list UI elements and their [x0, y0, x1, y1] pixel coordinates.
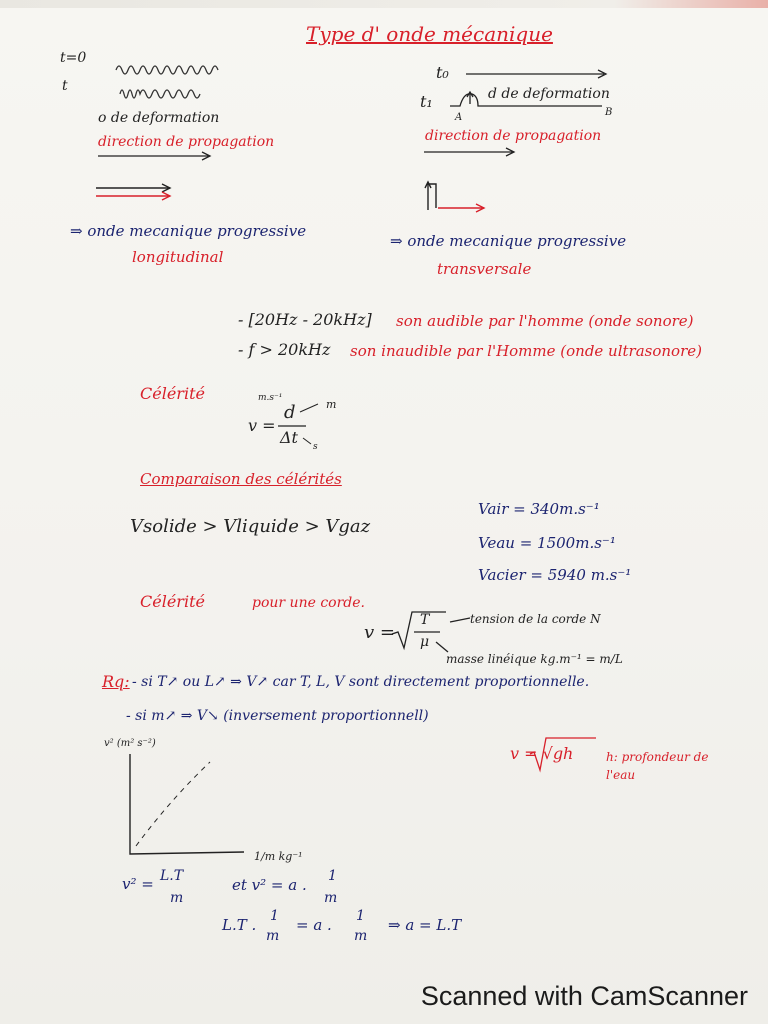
deriv-eq1-left: v² = [122, 875, 154, 893]
deriv-eq2-den: m [266, 928, 280, 944]
left-t0-label: t=0 [60, 50, 87, 66]
rq-line2: - si m↗ ⇒ V↘ (inversement proportionnell) [126, 708, 429, 724]
right-conclusion: ⇒ onde mecanique progressive [390, 232, 627, 250]
corde-T: T [420, 612, 430, 628]
celerite-unit-s: s [313, 442, 318, 452]
freq-line1-range: - [20Hz - 20kHz] [238, 310, 372, 329]
deriv-eq1-mid: et v² = a . [232, 876, 307, 894]
corde-heading: Célérité [140, 592, 205, 611]
tension-note: tension de la corde N [470, 612, 601, 626]
right-direction-label: direction de propagation [425, 128, 602, 144]
comparaison-order: Vsolide > Vliquide > Vgaz [130, 516, 371, 537]
right-perturbation [425, 182, 484, 212]
corde-v: v = [364, 622, 395, 643]
right-b-label: B [605, 107, 613, 118]
spring-t0 [116, 66, 218, 74]
celerite-d: d [284, 402, 296, 423]
deriv-eq1-num: L.T [160, 868, 184, 884]
left-t1-label: t [62, 78, 68, 94]
right-a-label: A [455, 112, 463, 123]
page-top-edge [0, 0, 768, 8]
freq-line2-range: - f > 20kHz [238, 340, 331, 359]
rq-line1: - si T↗ ou L↗ ⇒ V↗ car T, L, V sont directement proportionnelle. [132, 674, 590, 690]
page-title: Type d' onde mécanique [306, 22, 553, 46]
right-t0-label: t₀ [436, 63, 449, 82]
camscanner-watermark: Scanned with CamScanner [420, 981, 748, 1011]
left-direction-arrow [98, 152, 210, 160]
graph-xlabel: 1/m kg⁻¹ [254, 850, 303, 863]
shallow-note: h: profondeur de l'eau [606, 750, 709, 782]
celerite-v: v = [248, 416, 276, 435]
freq-line2-desc: son inaudible par l'Homme (onde ultrasonore) [350, 342, 702, 360]
v-acier: Vacier = 5940 m.s⁻¹ [478, 566, 632, 584]
left-conclusion-type: longitudinal [132, 248, 224, 266]
rq-label: Rq: [102, 672, 130, 691]
spring-t1 [120, 90, 200, 98]
shallow-formula: v = √gh [510, 744, 574, 763]
deriv-eq2-num2: 1 [356, 908, 365, 924]
deriv-eq2-mid: = a . [296, 916, 332, 934]
deriv-eq1-den: m [170, 890, 184, 906]
comparaison-heading: Comparaison des célérités [140, 470, 342, 488]
v-air: Vair = 340m.s⁻¹ [478, 500, 600, 518]
masse-note: masse linéique kg.m⁻¹ = m/L [446, 652, 623, 666]
corde-subheading: pour une corde. [252, 595, 365, 611]
corde-sqrt-sign [392, 612, 470, 652]
v-eau: Veau = 1500m.s⁻¹ [478, 534, 616, 552]
graph-ylabel: v² (m² s⁻²) [104, 738, 156, 749]
celerite-unit-m: m [326, 398, 337, 411]
right-conclusion-type: transversale [437, 260, 532, 278]
deriv-eq2-left: L.T . [222, 916, 257, 934]
left-conclusion: ⇒ onde mecanique progressive [70, 222, 307, 240]
deriv-eq2-den2: m [354, 928, 368, 944]
left-deform-label: o de deformation [98, 110, 220, 126]
celerite-dt: Δt [280, 428, 298, 447]
left-direction-label: direction de propagation [98, 134, 275, 150]
deriv-eq2-result: ⇒ a = L.T [388, 916, 462, 934]
v2-vs-inverse-m-graph [130, 754, 244, 854]
rope-t0 [466, 70, 606, 78]
right-direction-arrow [424, 148, 514, 156]
freq-line1-desc: son audible par l'homme (onde sonore) [396, 312, 694, 330]
right-deform-label: d de deformation [488, 86, 610, 102]
right-t1-label: t₁ [420, 92, 433, 111]
left-double-arrow [96, 184, 170, 200]
deriv-eq1-den2: m [324, 890, 338, 906]
celerite-heading: Célérité [140, 384, 205, 403]
corde-mu: μ [420, 634, 430, 650]
deriv-eq2-num: 1 [270, 908, 279, 924]
deriv-eq1-num2: 1 [328, 868, 337, 884]
celerite-unit-top: m.s⁻¹ [258, 393, 283, 403]
